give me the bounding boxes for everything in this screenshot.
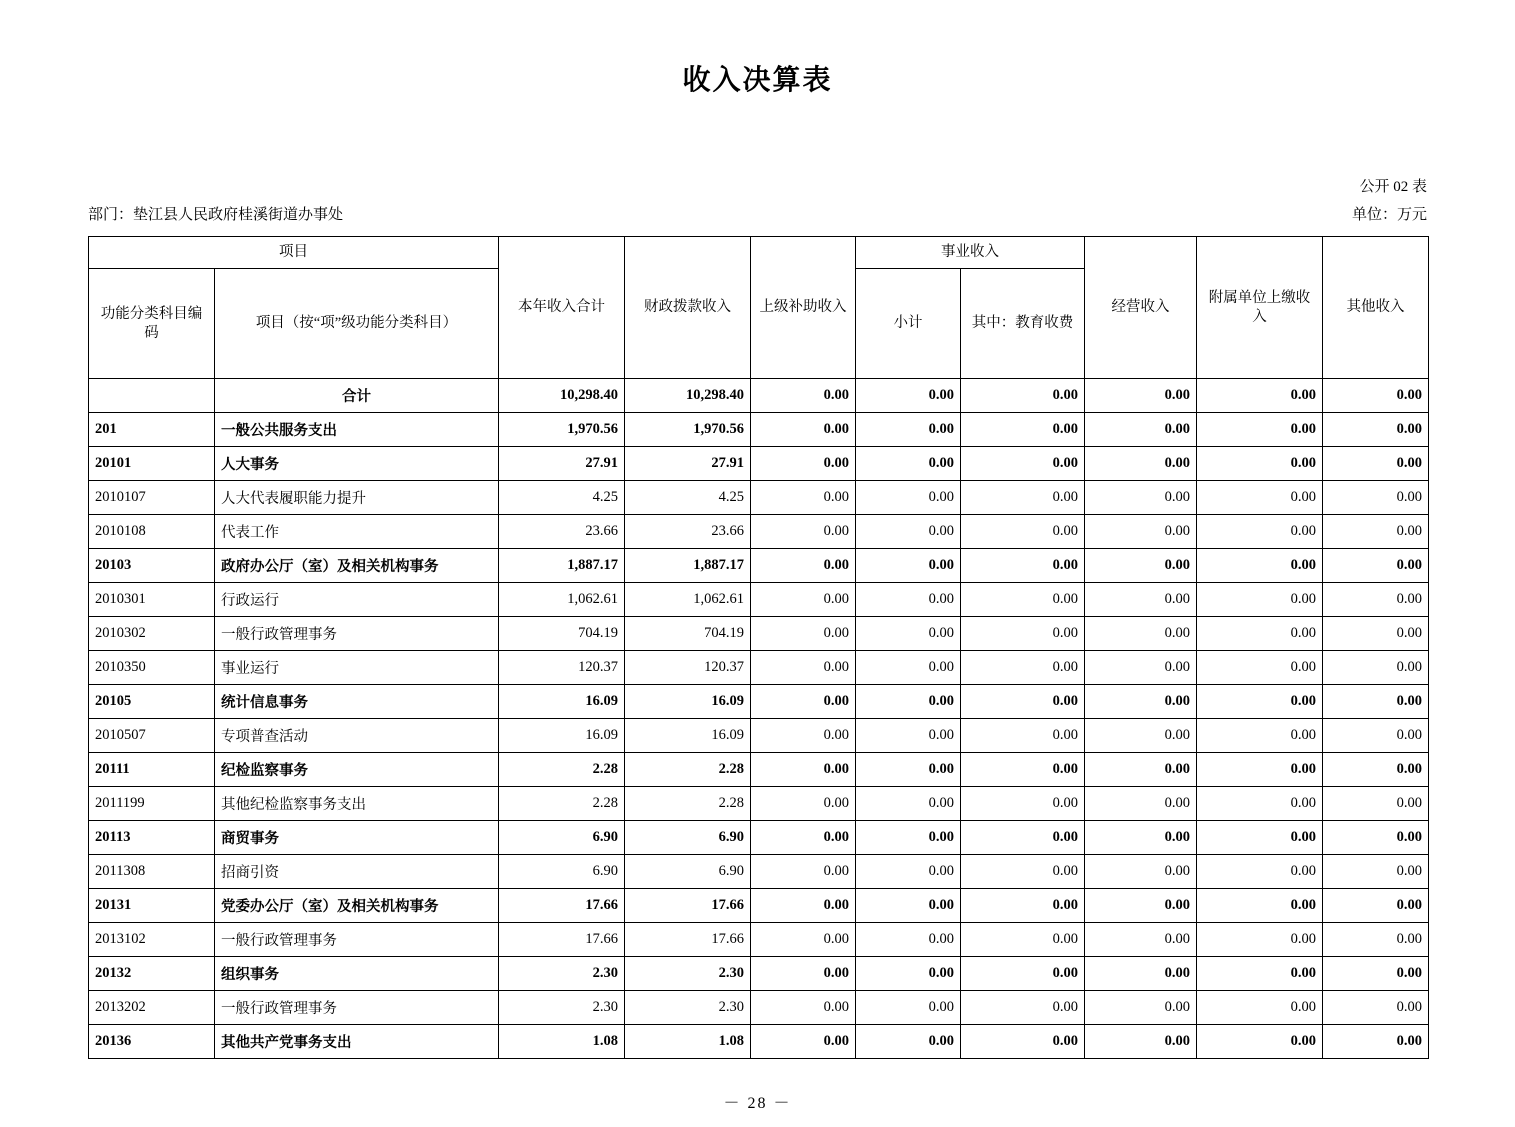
row-code: 2013202 [89, 991, 215, 1025]
row-value-7: 0.00 [1323, 413, 1429, 447]
row-value-0: 6.90 [499, 855, 625, 889]
row-value-5: 0.00 [1085, 957, 1197, 991]
row-value-5: 0.00 [1085, 379, 1197, 413]
row-value-1: 6.90 [625, 821, 751, 855]
row-value-7: 0.00 [1323, 515, 1429, 549]
row-value-1: 4.25 [625, 481, 751, 515]
row-value-6: 0.00 [1197, 991, 1323, 1025]
row-value-3: 0.00 [856, 549, 961, 583]
row-value-3: 0.00 [856, 685, 961, 719]
row-value-4: 0.00 [961, 821, 1085, 855]
row-value-1: 1,970.56 [625, 413, 751, 447]
row-value-4: 0.00 [961, 957, 1085, 991]
row-value-1: 6.90 [625, 855, 751, 889]
row-name: 组织事务 [215, 957, 499, 991]
row-name: 人大事务 [215, 447, 499, 481]
row-value-7: 0.00 [1323, 923, 1429, 957]
row-value-3: 0.00 [856, 379, 961, 413]
table-row [89, 685, 1429, 719]
row-value-7: 0.00 [1323, 549, 1429, 583]
row-value-6: 0.00 [1197, 379, 1323, 413]
row-name: 商贸事务 [215, 821, 499, 855]
row-value-1: 2.28 [625, 787, 751, 821]
row-value-6: 0.00 [1197, 515, 1323, 549]
row-value-6: 0.00 [1197, 787, 1323, 821]
row-code: 2010107 [89, 481, 215, 515]
row-value-6: 0.00 [1197, 889, 1323, 923]
row-value-1: 10,298.40 [625, 379, 751, 413]
header-col-2: 上级补助收入 [751, 237, 856, 379]
row-value-0: 23.66 [499, 515, 625, 549]
row-value-5: 0.00 [1085, 481, 1197, 515]
page-number: － 28 － [723, 1095, 792, 1112]
table-row [89, 617, 1429, 651]
row-value-3: 0.00 [856, 821, 961, 855]
row-value-2: 0.00 [751, 991, 856, 1025]
row-code: 20101 [89, 447, 215, 481]
row-value-2: 0.00 [751, 1025, 856, 1059]
row-code [89, 379, 215, 413]
row-value-6: 0.00 [1197, 753, 1323, 787]
row-value-0: 2.28 [499, 787, 625, 821]
header-education-fee: 其中：教育收费 [961, 269, 1085, 379]
row-value-5: 0.00 [1085, 447, 1197, 481]
row-value-3: 0.00 [856, 413, 961, 447]
row-value-7: 0.00 [1323, 855, 1429, 889]
row-code: 20111 [89, 753, 215, 787]
row-value-5: 0.00 [1085, 413, 1197, 447]
row-value-7: 0.00 [1323, 991, 1429, 1025]
row-value-5: 0.00 [1085, 821, 1197, 855]
row-value-5: 0.00 [1085, 651, 1197, 685]
row-value-3: 0.00 [856, 583, 961, 617]
row-value-5: 0.00 [1085, 855, 1197, 889]
row-value-2: 0.00 [751, 379, 856, 413]
row-value-2: 0.00 [751, 481, 856, 515]
row-value-3: 0.00 [856, 889, 961, 923]
row-name: 招商引资 [215, 855, 499, 889]
row-value-4: 0.00 [961, 719, 1085, 753]
table-row [89, 753, 1429, 787]
row-code: 20132 [89, 957, 215, 991]
header-code-column: 功能分类科目编码 [89, 269, 215, 379]
row-value-5: 0.00 [1085, 889, 1197, 923]
row-value-5: 0.00 [1085, 787, 1197, 821]
row-value-0: 16.09 [499, 719, 625, 753]
document-page [0, 58, 1515, 1127]
row-value-3: 0.00 [856, 447, 961, 481]
row-value-5: 0.00 [1085, 685, 1197, 719]
row-value-7: 0.00 [1323, 821, 1429, 855]
table-row [89, 1025, 1429, 1059]
row-value-4: 0.00 [961, 379, 1085, 413]
table-row [89, 787, 1429, 821]
row-value-2: 0.00 [751, 821, 856, 855]
table-row [89, 651, 1429, 685]
row-value-3: 0.00 [856, 719, 961, 753]
row-value-5: 0.00 [1085, 923, 1197, 957]
page-title: 收入决算表 [682, 65, 833, 96]
table-row [89, 379, 1429, 413]
row-value-7: 0.00 [1323, 1025, 1429, 1059]
row-value-1: 16.09 [625, 719, 751, 753]
row-value-3: 0.00 [856, 855, 961, 889]
table-body [89, 379, 1429, 1059]
row-value-0: 2.30 [499, 957, 625, 991]
row-name: 一般行政管理事务 [215, 923, 499, 957]
row-code: 20113 [89, 821, 215, 855]
row-value-2: 0.00 [751, 515, 856, 549]
row-value-5: 0.00 [1085, 753, 1197, 787]
row-value-3: 0.00 [856, 923, 961, 957]
row-value-3: 0.00 [856, 515, 961, 549]
row-value-6: 0.00 [1197, 447, 1323, 481]
row-value-4: 0.00 [961, 1025, 1085, 1059]
row-value-7: 0.00 [1323, 379, 1429, 413]
row-value-0: 27.91 [499, 447, 625, 481]
row-value-6: 0.00 [1197, 413, 1323, 447]
header-col-7: 其他收入 [1323, 237, 1429, 379]
row-value-2: 0.00 [751, 413, 856, 447]
row-value-6: 0.00 [1197, 651, 1323, 685]
row-value-6: 0.00 [1197, 583, 1323, 617]
row-value-6: 0.00 [1197, 821, 1323, 855]
row-value-4: 0.00 [961, 583, 1085, 617]
row-value-5: 0.00 [1085, 515, 1197, 549]
row-name: 合计 [215, 379, 499, 413]
header-col-5: 经营收入 [1085, 237, 1197, 379]
row-value-5: 0.00 [1085, 583, 1197, 617]
row-value-7: 0.00 [1323, 889, 1429, 923]
row-name: 专项普查活动 [215, 719, 499, 753]
row-value-0: 10,298.40 [499, 379, 625, 413]
table-row [89, 481, 1429, 515]
row-value-4: 0.00 [961, 413, 1085, 447]
header-col-0: 本年收入合计 [499, 237, 625, 379]
row-value-3: 0.00 [856, 617, 961, 651]
row-value-0: 16.09 [499, 685, 625, 719]
row-value-2: 0.00 [751, 753, 856, 787]
table-row [89, 957, 1429, 991]
row-value-2: 0.00 [751, 651, 856, 685]
row-code: 20105 [89, 685, 215, 719]
row-value-2: 0.00 [751, 447, 856, 481]
row-value-7: 0.00 [1323, 719, 1429, 753]
income-final-accounts-table [88, 236, 1429, 1059]
row-value-3: 0.00 [856, 1025, 961, 1059]
row-code: 2013102 [89, 923, 215, 957]
row-value-0: 1,970.56 [499, 413, 625, 447]
row-value-1: 17.66 [625, 923, 751, 957]
row-name: 政府办公厅（室）及相关机构事务 [215, 549, 499, 583]
row-value-6: 0.00 [1197, 923, 1323, 957]
header-name-column: 项目（按“项”级功能分类科目） [215, 269, 499, 379]
row-value-7: 0.00 [1323, 617, 1429, 651]
row-code: 2010301 [89, 583, 215, 617]
row-name: 行政运行 [215, 583, 499, 617]
header-col-1: 财政拨款收入 [625, 237, 751, 379]
table-row [89, 515, 1429, 549]
row-value-0: 1,062.61 [499, 583, 625, 617]
row-value-3: 0.00 [856, 481, 961, 515]
row-value-2: 0.00 [751, 923, 856, 957]
row-value-7: 0.00 [1323, 651, 1429, 685]
row-code: 2010108 [89, 515, 215, 549]
table-row [89, 583, 1429, 617]
table-row [89, 719, 1429, 753]
row-value-2: 0.00 [751, 889, 856, 923]
row-value-2: 0.00 [751, 685, 856, 719]
row-value-4: 0.00 [961, 991, 1085, 1025]
row-value-3: 0.00 [856, 787, 961, 821]
row-value-4: 0.00 [961, 515, 1085, 549]
row-value-2: 0.00 [751, 957, 856, 991]
row-code: 20103 [89, 549, 215, 583]
row-value-0: 17.66 [499, 923, 625, 957]
row-value-6: 0.00 [1197, 719, 1323, 753]
row-value-7: 0.00 [1323, 685, 1429, 719]
row-value-7: 0.00 [1323, 447, 1429, 481]
row-value-1: 27.91 [625, 447, 751, 481]
row-value-6: 0.00 [1197, 1025, 1323, 1059]
row-value-0: 2.28 [499, 753, 625, 787]
row-value-6: 0.00 [1197, 617, 1323, 651]
row-value-4: 0.00 [961, 889, 1085, 923]
table-row [89, 855, 1429, 889]
row-value-4: 0.00 [961, 651, 1085, 685]
table-row [89, 889, 1429, 923]
row-value-2: 0.00 [751, 549, 856, 583]
row-value-6: 0.00 [1197, 685, 1323, 719]
row-name: 其他共产党事务支出 [215, 1025, 499, 1059]
row-value-4: 0.00 [961, 685, 1085, 719]
row-name: 一般公共服务支出 [215, 413, 499, 447]
row-value-1: 1,887.17 [625, 549, 751, 583]
row-value-6: 0.00 [1197, 957, 1323, 991]
row-value-3: 0.00 [856, 651, 961, 685]
row-value-0: 4.25 [499, 481, 625, 515]
row-name: 统计信息事务 [215, 685, 499, 719]
row-value-6: 0.00 [1197, 549, 1323, 583]
row-code: 2011199 [89, 787, 215, 821]
row-value-2: 0.00 [751, 617, 856, 651]
row-value-3: 0.00 [856, 753, 961, 787]
row-value-1: 2.30 [625, 991, 751, 1025]
row-name: 纪检监察事务 [215, 753, 499, 787]
row-code: 2010302 [89, 617, 215, 651]
row-value-4: 0.00 [961, 447, 1085, 481]
row-value-4: 0.00 [961, 549, 1085, 583]
table-row [89, 447, 1429, 481]
row-value-2: 0.00 [751, 787, 856, 821]
row-value-1: 2.30 [625, 957, 751, 991]
row-value-2: 0.00 [751, 583, 856, 617]
table-row [89, 821, 1429, 855]
row-value-4: 0.00 [961, 617, 1085, 651]
row-name: 代表工作 [215, 515, 499, 549]
row-name: 党委办公厅（室）及相关机构事务 [215, 889, 499, 923]
row-code: 2010507 [89, 719, 215, 753]
row-name: 一般行政管理事务 [215, 991, 499, 1025]
row-code: 20136 [89, 1025, 215, 1059]
row-value-0: 6.90 [499, 821, 625, 855]
row-value-7: 0.00 [1323, 753, 1429, 787]
unit-label: 单位：万元 [1351, 207, 1427, 223]
row-code: 20131 [89, 889, 215, 923]
row-value-5: 0.00 [1085, 719, 1197, 753]
row-value-1: 17.66 [625, 889, 751, 923]
row-code: 2011308 [89, 855, 215, 889]
row-code: 2010350 [89, 651, 215, 685]
row-value-4: 0.00 [961, 787, 1085, 821]
row-value-4: 0.00 [961, 923, 1085, 957]
row-code: 201 [89, 413, 215, 447]
row-value-1: 23.66 [625, 515, 751, 549]
table-row [89, 923, 1429, 957]
department-label: 部门：垫江县人民政府桂溪街道办事处 [88, 207, 344, 223]
row-value-1: 1.08 [625, 1025, 751, 1059]
row-value-0: 17.66 [499, 889, 625, 923]
row-value-1: 16.09 [625, 685, 751, 719]
row-value-0: 1.08 [499, 1025, 625, 1059]
row-value-4: 0.00 [961, 855, 1085, 889]
row-value-4: 0.00 [961, 481, 1085, 515]
row-value-5: 0.00 [1085, 549, 1197, 583]
row-value-7: 0.00 [1323, 957, 1429, 991]
table-row [89, 991, 1429, 1025]
row-name: 其他纪检监察事务支出 [215, 787, 499, 821]
row-value-1: 120.37 [625, 651, 751, 685]
header-item-group: 项目 [89, 237, 499, 269]
row-value-0: 2.30 [499, 991, 625, 1025]
row-value-4: 0.00 [961, 753, 1085, 787]
table-row [89, 549, 1429, 583]
table-row [89, 413, 1429, 447]
row-value-0: 704.19 [499, 617, 625, 651]
row-name: 一般行政管理事务 [215, 617, 499, 651]
row-value-5: 0.00 [1085, 991, 1197, 1025]
row-value-7: 0.00 [1323, 583, 1429, 617]
row-name: 人大代表履职能力提升 [215, 481, 499, 515]
row-value-2: 0.00 [751, 719, 856, 753]
row-value-5: 0.00 [1085, 617, 1197, 651]
row-value-0: 120.37 [499, 651, 625, 685]
row-value-6: 0.00 [1197, 855, 1323, 889]
row-value-7: 0.00 [1323, 481, 1429, 515]
header-subtotal: 小计 [856, 269, 961, 379]
form-number: 公开 02 表 [1359, 179, 1427, 195]
row-value-1: 1,062.61 [625, 583, 751, 617]
row-value-6: 0.00 [1197, 481, 1323, 515]
row-value-1: 704.19 [625, 617, 751, 651]
row-value-0: 1,887.17 [499, 549, 625, 583]
row-value-2: 0.00 [751, 855, 856, 889]
row-value-5: 0.00 [1085, 1025, 1197, 1059]
row-value-1: 2.28 [625, 753, 751, 787]
header-col-6: 附属单位上缴收入 [1197, 237, 1323, 379]
header-business-income-group: 事业收入 [856, 237, 1085, 269]
row-value-3: 0.00 [856, 957, 961, 991]
row-name: 事业运行 [215, 651, 499, 685]
row-value-7: 0.00 [1323, 787, 1429, 821]
row-value-3: 0.00 [856, 991, 961, 1025]
